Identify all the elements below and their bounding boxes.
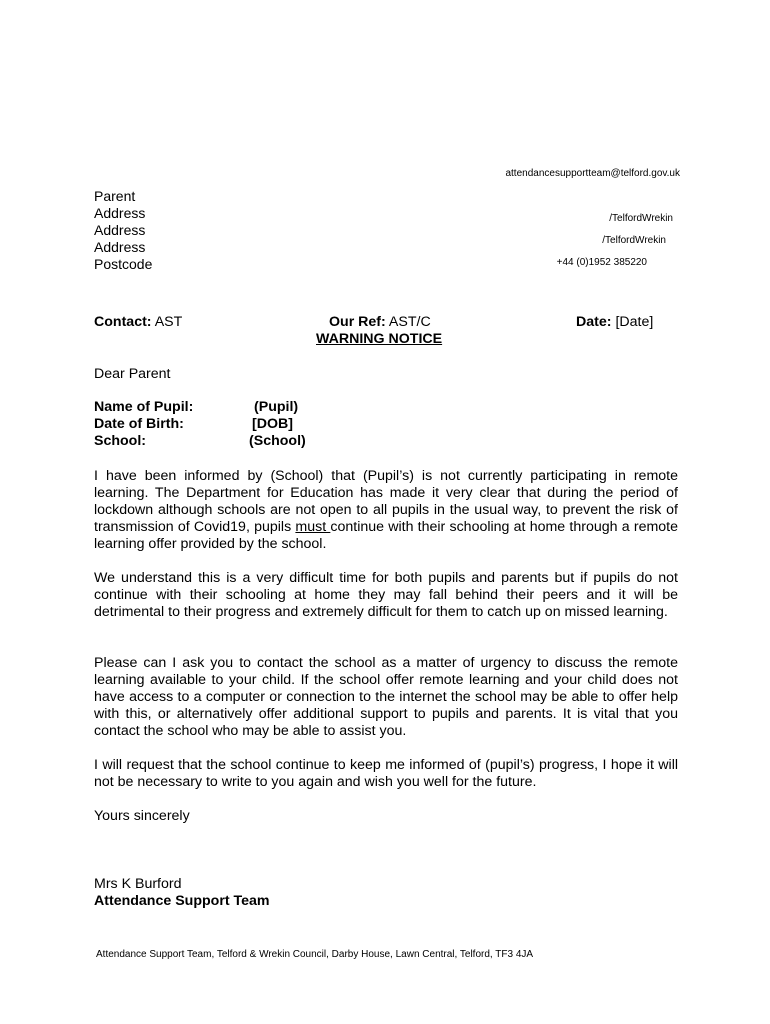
greeting: Dear Parent (94, 366, 171, 382)
notice-title: WARNING NOTICE (316, 331, 443, 347)
signatory-team: Attendance Support Team (94, 893, 270, 909)
pupil-school-label: School: (94, 433, 147, 449)
address-line: Parent (94, 188, 136, 204)
reference-line (329, 314, 431, 331)
date-label: Date: (576, 314, 612, 330)
closing: Yours sincerely (94, 808, 190, 824)
date-line (576, 314, 653, 331)
contact-line (94, 314, 182, 331)
address-line: Address (94, 205, 146, 221)
pupil-dob-label: Date of Birth: (94, 416, 184, 432)
contact-value: AST (154, 314, 183, 330)
pupil-name-value: (Pupil) (254, 399, 299, 415)
address-line: Address (94, 239, 146, 255)
pupil-school-row (94, 433, 306, 450)
pupil-dob-row (94, 416, 293, 433)
phone-number: +44 (0)1952 385220 (556, 257, 647, 268)
social-handle-2: /TelfordWrekin (602, 235, 666, 246)
pupil-school-value: (School) (249, 433, 306, 449)
address-line: Postcode (94, 256, 153, 272)
email-address: attendancesupportteam@telford.gov.uk (505, 168, 680, 179)
footer-address: Attendance Support Team, Telford & Wrekin Council, Darby House, Lawn Central, Telford, TF3 4JA (96, 949, 534, 960)
contact-label: Contact: (94, 314, 152, 330)
paragraph-1-emphasis: must (295, 519, 331, 535)
recipient-address (94, 188, 152, 273)
paragraph-1 (94, 468, 678, 553)
reference-label: Our Ref: (329, 314, 386, 330)
paragraph-4: I will request that the school continue to keep me informed of (pupil’s) progress, I hope it will not be necessary to write to you again and wish you well for the future. (94, 757, 678, 790)
address-line: Address (94, 222, 146, 238)
signatory-name: Mrs K Burford (94, 876, 182, 892)
pupil-name-label: Name of Pupil: (94, 399, 194, 415)
paragraph-1-text: I have been informed by (School) that (Pupil’s) is not currently participating in remote learning. The Department for Education has made it very clear that during the period of lockdown although schools are not open to all pupils in the usual way, to prevent the risk of transmission of Covid19, pupils (94, 468, 678, 535)
social-handle-1: /TelfordWrekin (609, 213, 673, 224)
pupil-dob-value: [DOB] (252, 416, 293, 432)
reference-value: AST/C (388, 314, 431, 330)
paragraph-2: We understand this is a very difficult time for both pupils and parents but if pupils do not continue with their schooling at home they may fall behind their peers and it will be detrimental to their progress and extremely difficult for them to catch up on missed learning. (94, 570, 678, 620)
paragraph-3: Please can I ask you to contact the school as a matter of urgency to discuss the remote learning available to your child. If the school offer remote learning and your child does not have access to a computer or connection to the internet the school may be able to offer help with this, or alternatively offer additional support to pupils and parents. It is vital that you contact the school who may be able to assist you. (94, 655, 678, 739)
paragraph-1-text-end: continue with their schooling at home through a remote learning offer provided by the school. (94, 519, 679, 552)
pupil-name-row (94, 399, 298, 416)
date-value: [Date] (615, 314, 654, 330)
